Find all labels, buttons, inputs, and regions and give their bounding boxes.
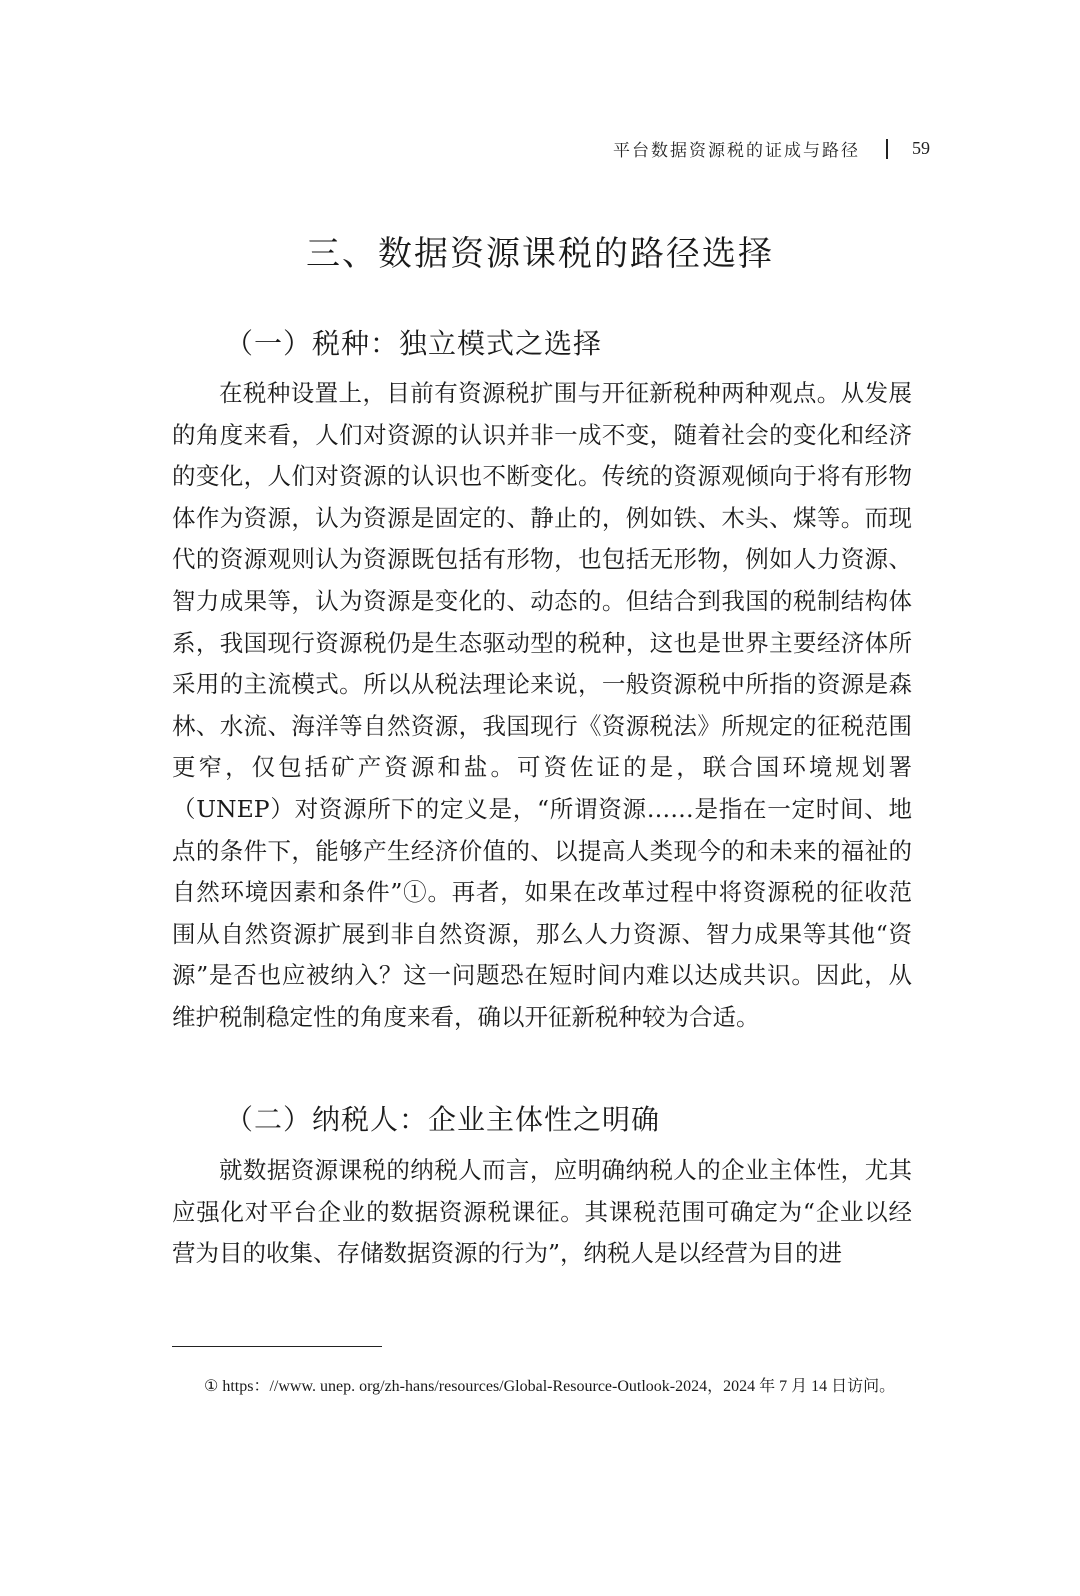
- paragraph-taxpayer: 就数据资源课税的纳税人而言，应明确纳税人的企业主体性，尤其应强化对平台企业的数据资源税课征。其课税范围可确定为“企业以经营为目的收集、存储数据资源的行为”，纳税人是以经营为目的进: [172, 1156, 912, 1268]
- paragraph-tax-type: 在税种设置上，目前有资源税扩围与开征新税种两种观点。从发展的角度来看，人们对资源的认识并非一成不变，随着社会的变化和经济的变化，人们对资源的认识也不断变化。传统的资源观倾向于将有形物体作为资源，认为资源是固定的、静止的，例如铁、木头、煤等。而现代的资源观则认为资源既包括有形物，也包括无形物，例如人力资源、智力成果等，认为资源是变化的、动态的。但结合到我国的税制结构体系，我国现行资源税仍是生态驱动型的税种，这也是世界主要经济体所采用的主流模式。所以从税法理论来说，一般资源税中所指的资源是森林、水流、海洋等自然资源，我国现行《资源税法》所规定的征税范围更窄，仅包括矿产资源和盐。可资佐证的是，联合国环境规划署（UNEP）对资源所下的定义是，“所谓资源……是指在一定时间、地点的条件下，能够产生经济价值的、以提高人类现今的和未来的福祉的自然环境因素和条件”①。再者，如果在改革过程中将资源税的征收范围从自然资源扩展到非自然资源，那么人力资源、智力成果等其他“资源”是否也应被纳入？这一问题恐在短时间内难以达成共识。因此，从维护税制稳定性的角度来看，确以开征新税种较为合适。: [172, 379, 912, 1031]
- running-header: [613, 136, 930, 161]
- footnote: ① https：//www. unep. org/zh-hans/resources/Global-Resource-Outlook-2024，2024 年 7 月 14 日访问。: [204, 1378, 896, 1395]
- header-separator: [886, 139, 888, 159]
- section-title: 三、数据资源课税的路径选择: [306, 234, 774, 274]
- subsection-heading-taxpayer: （二）纳税人：企业主体性之明确: [225, 1103, 661, 1136]
- footnote-divider: [172, 1346, 382, 1347]
- page-number: 59: [912, 138, 930, 158]
- subsection-heading-tax-type: （一）税种：独立模式之选择: [225, 327, 603, 360]
- running-title: 平台数据资源税的证成与路径: [613, 141, 860, 161]
